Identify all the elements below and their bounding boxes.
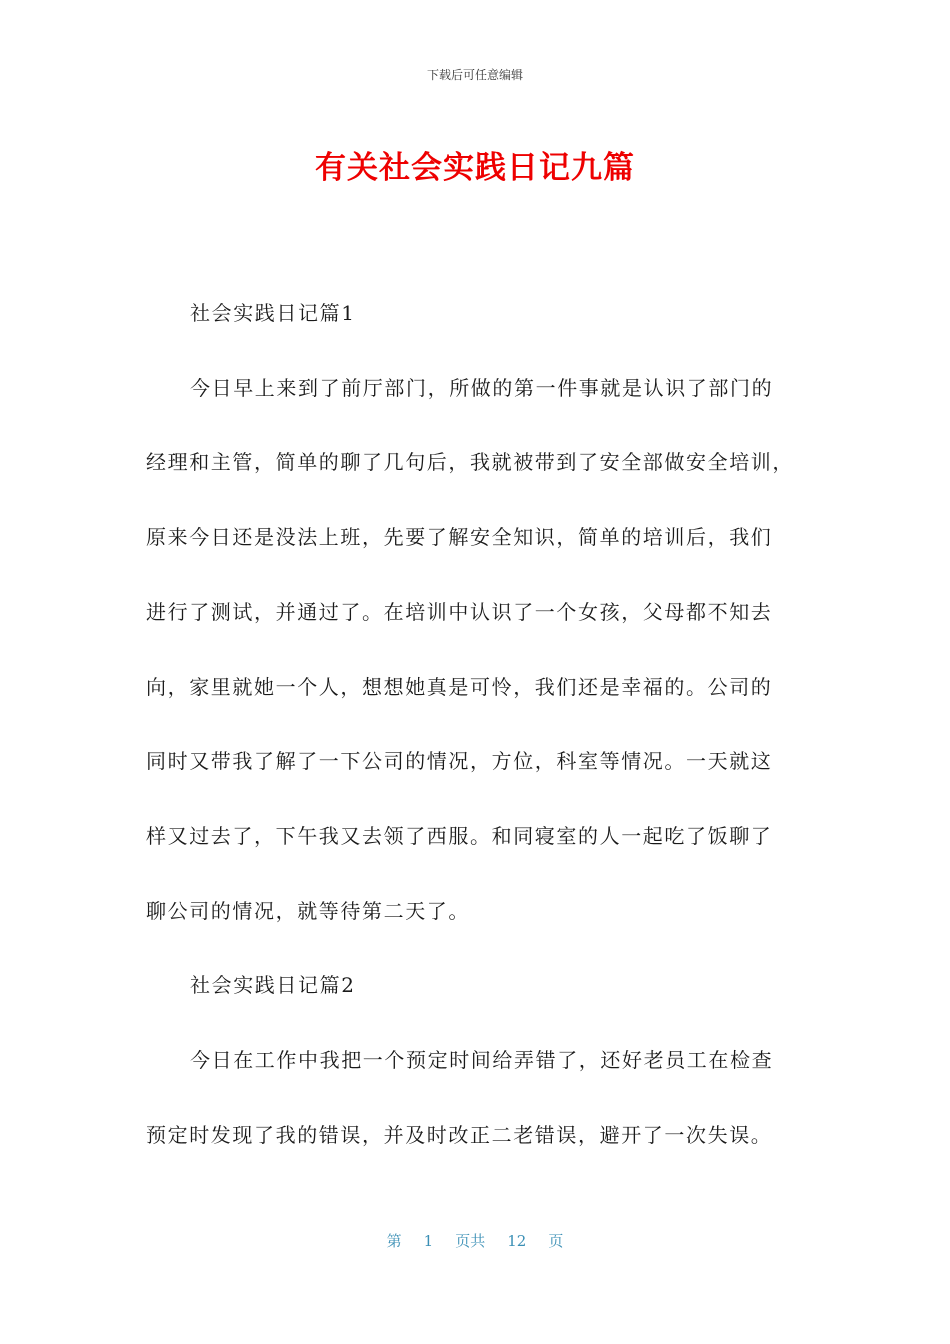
document-body bbox=[146, 276, 806, 1172]
paragraph-line: 同时又带我了解了一下公司的情况，方位，科室等情况。一天就这 bbox=[146, 749, 773, 774]
header-note: 下载后可任意编辑 bbox=[426, 68, 523, 82]
paragraph-line: 今日在工作中我把一个预定时间给弄错了，还好老员工在检查 bbox=[190, 1048, 774, 1073]
paragraph-line: 样又过去了，下午我又去领了西服。和同寝室的人一起吃了饭聊了 bbox=[146, 823, 773, 848]
paragraph-line: 向，家里就她一个人，想想她真是可怜，我们还是幸福的。公司的 bbox=[146, 674, 773, 699]
paragraph-line: 原来今日还是没法上班，先要了解安全知识，简单的培训后，我们 bbox=[146, 525, 773, 550]
paragraph-line: 预定时发现了我的错误，并及时改正二老错误，避开了一次失误。 bbox=[146, 1122, 773, 1147]
paragraph-line: 今日早上来到了前厅部门，所做的第一件事就是认识了部门的 bbox=[190, 375, 774, 400]
footer-page-prefix: 第 bbox=[386, 1232, 402, 1250]
paragraph-line: 聊公司的情况，就等待第二天了。 bbox=[146, 898, 470, 923]
page-footer bbox=[0, 1230, 950, 1251]
paragraph-line: 进行了测试，并通过了。在培训中认识了一个女孩，父母都不知去 bbox=[146, 599, 773, 624]
footer-page-suffix: 页 bbox=[548, 1232, 564, 1250]
paragraph-line: 社会实践日记篇1 bbox=[190, 301, 356, 325]
footer-page-mid: 页共 bbox=[455, 1232, 486, 1250]
footer-page-number: 1 bbox=[423, 1232, 434, 1250]
document-title: 有关社会实践日记九篇 bbox=[315, 150, 635, 186]
paragraph-line: 社会实践日记篇2 bbox=[190, 973, 356, 998]
footer-page-total: 12 bbox=[507, 1232, 527, 1250]
paragraph-line: 经理和主管，简单的聊了几句后，我就被带到了安全部做安全培训， bbox=[146, 450, 794, 475]
